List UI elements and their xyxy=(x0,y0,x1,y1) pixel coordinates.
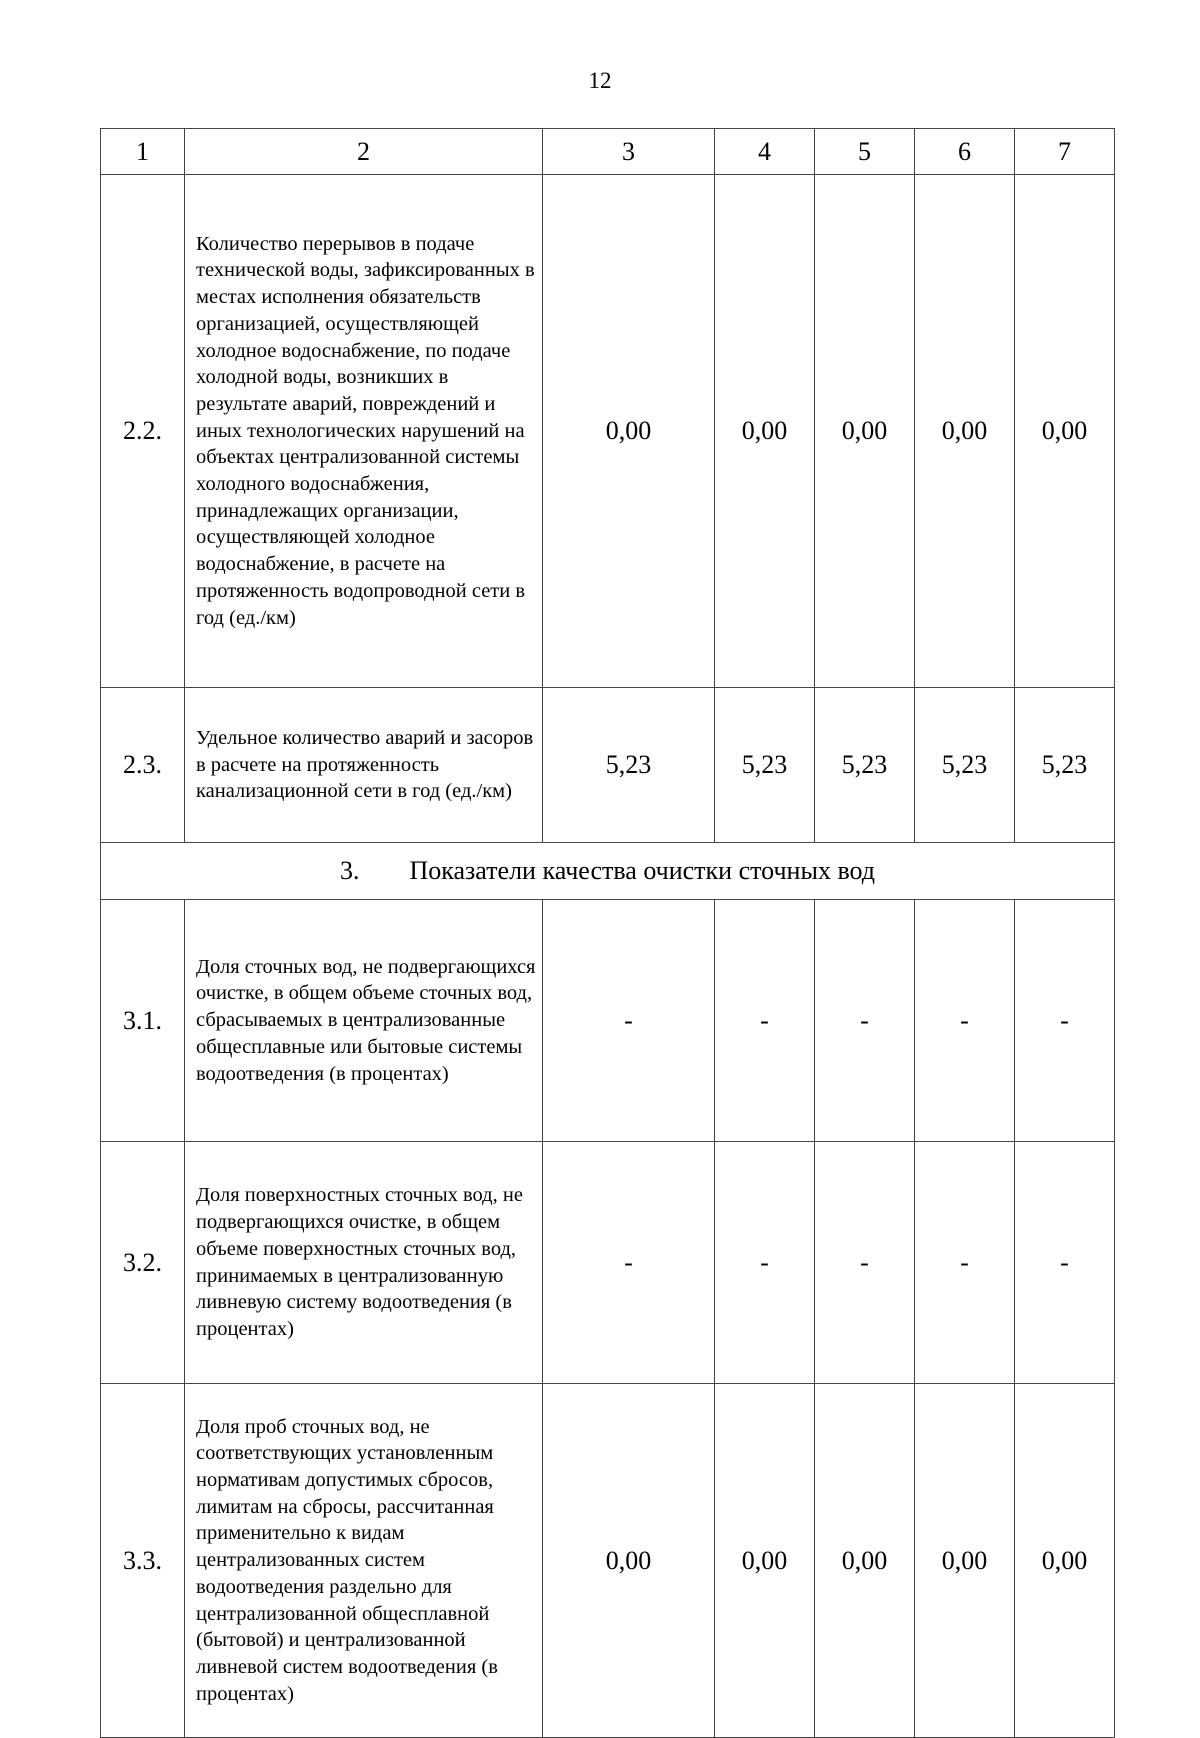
indicators-table xyxy=(100,128,1115,1738)
column-header: 4 xyxy=(715,129,815,175)
table-row xyxy=(101,688,1115,843)
table-row xyxy=(101,175,1115,688)
table-row xyxy=(101,900,1115,1142)
column-header: 2 xyxy=(185,129,543,175)
value-cell: 0,00 xyxy=(715,1384,815,1738)
value-cell: 0,00 xyxy=(815,1384,915,1738)
value-cell: - xyxy=(815,900,915,1142)
row-description: Доля поверхностных сточных вод, не подвергающихся очистке, в общем объеме поверхностных сточных вод, принимаемых в централизованную ливневую систему водоотведения (в процентах) xyxy=(185,1142,543,1384)
row-number: 2.2. xyxy=(101,175,185,688)
section-title: Показатели качества очистки сточных вод xyxy=(409,856,876,885)
value-cell: 0,00 xyxy=(1015,1384,1115,1738)
value-cell: - xyxy=(815,1142,915,1384)
value-cell: - xyxy=(1015,1142,1115,1384)
section-number: 3. xyxy=(339,856,360,885)
row-number: 2.3. xyxy=(101,688,185,843)
section-header-row xyxy=(101,843,1115,900)
column-header: 6 xyxy=(915,129,1015,175)
table-row xyxy=(101,1384,1115,1738)
row-description: Количество перерывов в подаче технической воды, зафиксированных в местах исполнения обязательств организацией, осуществляющей холодное водоснабжение, по подаче холодной воды, возникших в результате аварий, повреждений и иных технологических нарушений на объектах централизованной системы холодного водоснабжения, принадлежащих организации, осуществляющей холодное водоснабжение, в расчете на протяженность водопроводной сети в год (ед./км) xyxy=(185,175,543,688)
value-cell: 5,23 xyxy=(915,688,1015,843)
value-cell: 0,00 xyxy=(543,1384,715,1738)
value-cell: 0,00 xyxy=(1015,175,1115,688)
value-cell: - xyxy=(543,1142,715,1384)
row-description: Доля сточных вод, не подвергающихся очистке, в общем объеме сточных вод, сбрасываемых в централизованные общесплавные или бытовые системы водоотведения (в процентах) xyxy=(185,900,543,1142)
value-cell: 0,00 xyxy=(915,175,1015,688)
row-description: Удельное количество аварий и засоров в расчете на протяженность канализационной сети в год (ед./км) xyxy=(185,688,543,843)
row-number: 3.3. xyxy=(101,1384,185,1738)
table-row xyxy=(101,1142,1115,1384)
value-cell: 5,23 xyxy=(715,688,815,843)
value-cell: 0,00 xyxy=(715,175,815,688)
value-cell: - xyxy=(915,1142,1015,1384)
value-cell: - xyxy=(1015,900,1115,1142)
row-number: 3.1. xyxy=(101,900,185,1142)
row-description: Доля проб сточных вод, не соответствующих установленным нормативам допустимых сбросов, лимитам на сбросы, рассчитанная применительно к видам централизованных систем водоотведения раздельно для централизованной общесплавной (бытовой) и централизованной ливневой систем водоотведения (в процентах) xyxy=(185,1384,543,1738)
value-cell: 0,00 xyxy=(915,1384,1015,1738)
column-header: 7 xyxy=(1015,129,1115,175)
value-cell: 5,23 xyxy=(1015,688,1115,843)
value-cell: - xyxy=(715,1142,815,1384)
table-header-row xyxy=(101,129,1115,175)
value-cell: 0,00 xyxy=(543,175,715,688)
value-cell: - xyxy=(543,900,715,1142)
value-cell: 0,00 xyxy=(815,175,915,688)
page-number: 12 xyxy=(588,68,612,93)
value-cell: - xyxy=(915,900,1015,1142)
row-number: 3.2. xyxy=(101,1142,185,1384)
value-cell: 5,23 xyxy=(815,688,915,843)
column-header: 1 xyxy=(101,129,185,175)
column-header: 3 xyxy=(543,129,715,175)
section-heading xyxy=(101,843,1115,900)
value-cell: 5,23 xyxy=(543,688,715,843)
column-header: 5 xyxy=(815,129,915,175)
value-cell: - xyxy=(715,900,815,1142)
